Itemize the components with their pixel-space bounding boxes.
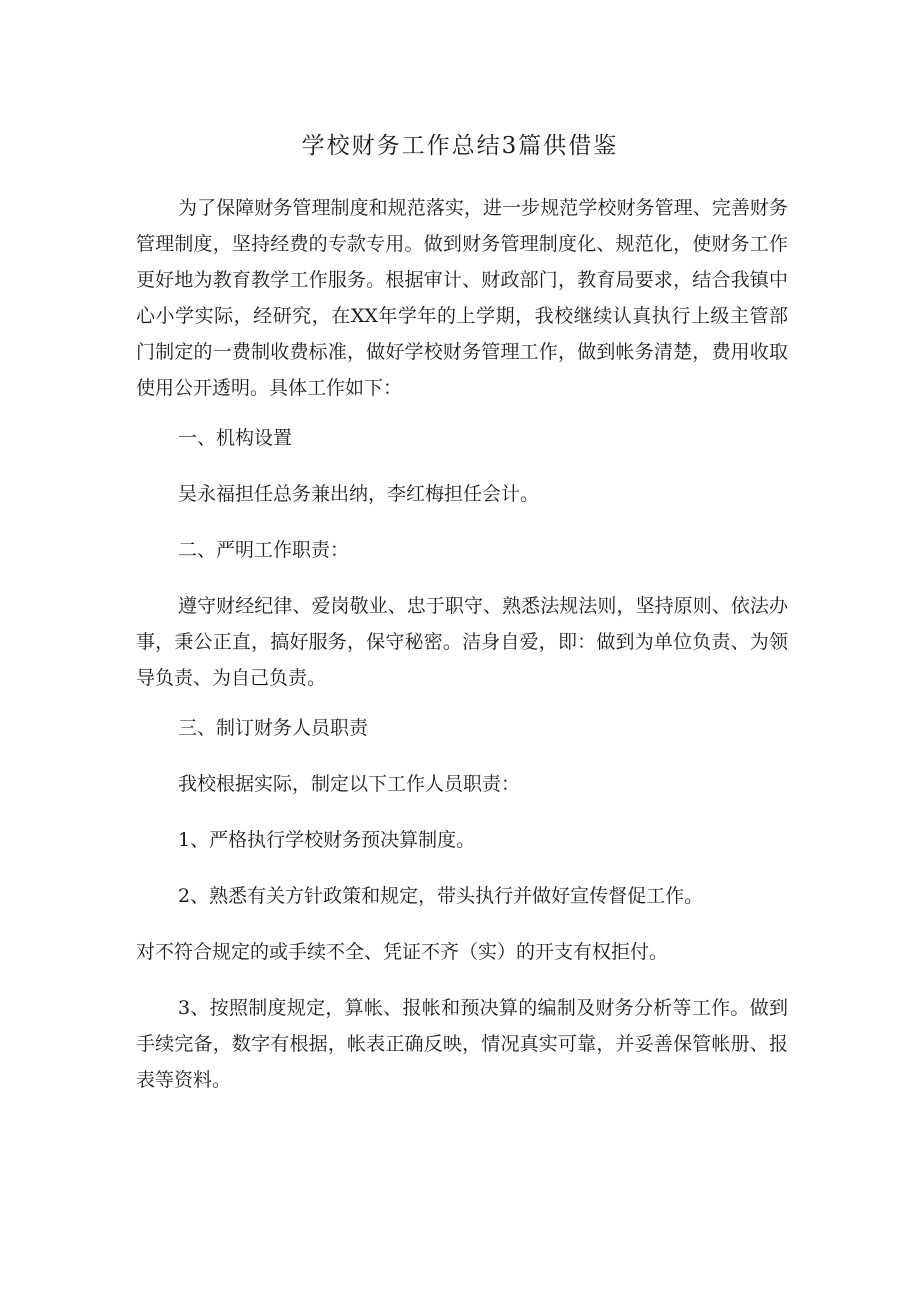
list-item-1: 1、严格执行学校财务预决算制度。 bbox=[178, 829, 476, 851]
document-body bbox=[136, 190, 788, 1098]
section-heading-3: 三、制订财务人员职责 bbox=[178, 717, 369, 739]
paragraph-duties: 遵守财经纪律、爱岗敬业、忠于职守、熟悉法规法则，坚持原则、依法办事，秉公正直，搞好服务，保守秘密。洁身自爱，即：做到为单位负责、为领导负责、为自己负责。 bbox=[136, 595, 788, 689]
intro-paragraph: 为了保障财务管理制度和规范落实，进一步规范学校财务管理、完善财务管理制度，坚持经费的专款专用。做到财务管理制度化、规范化，使财务工作更好地为教育教学工作服务。根据审计、财政部门，教育局要求，结合我镇中心小学实际，经研究，在XX年学年的上学期，我校继续认真执行上级主管部门制定的一费制收费标准，做好学校财务管理工作，做到帐务清楚，费用收取使用公开透明。具体工作如下： bbox=[136, 197, 788, 399]
section-heading-1: 一、机构设置 bbox=[178, 427, 293, 449]
list-item-2: 2、熟悉有关方针政策和规定，带头执行并做好宣传督促工作。 bbox=[178, 885, 704, 907]
list-item-3: 3、按照制度规定，算帐、报帐和预决算的编制及财务分析等工作。做到手续完备，数字有根据，帐表正确反映，情况真实可靠，并妥善保管帐册、报表等资料。 bbox=[136, 997, 788, 1091]
paragraph-refusal: 对不符合规定的或手续不全、凭证不齐（实）的开支有权拒付。 bbox=[136, 941, 669, 963]
document-title: 学校财务工作总结3篇供借鉴 bbox=[301, 133, 619, 159]
paragraph-responsibilities-intro: 我校根据实际，制定以下工作人员职责： bbox=[178, 773, 521, 795]
section-heading-2: 二、严明工作职责： bbox=[178, 539, 350, 561]
paragraph-staff: 吴永福担任总务兼出纳，李红梅担任会计。 bbox=[178, 483, 540, 505]
